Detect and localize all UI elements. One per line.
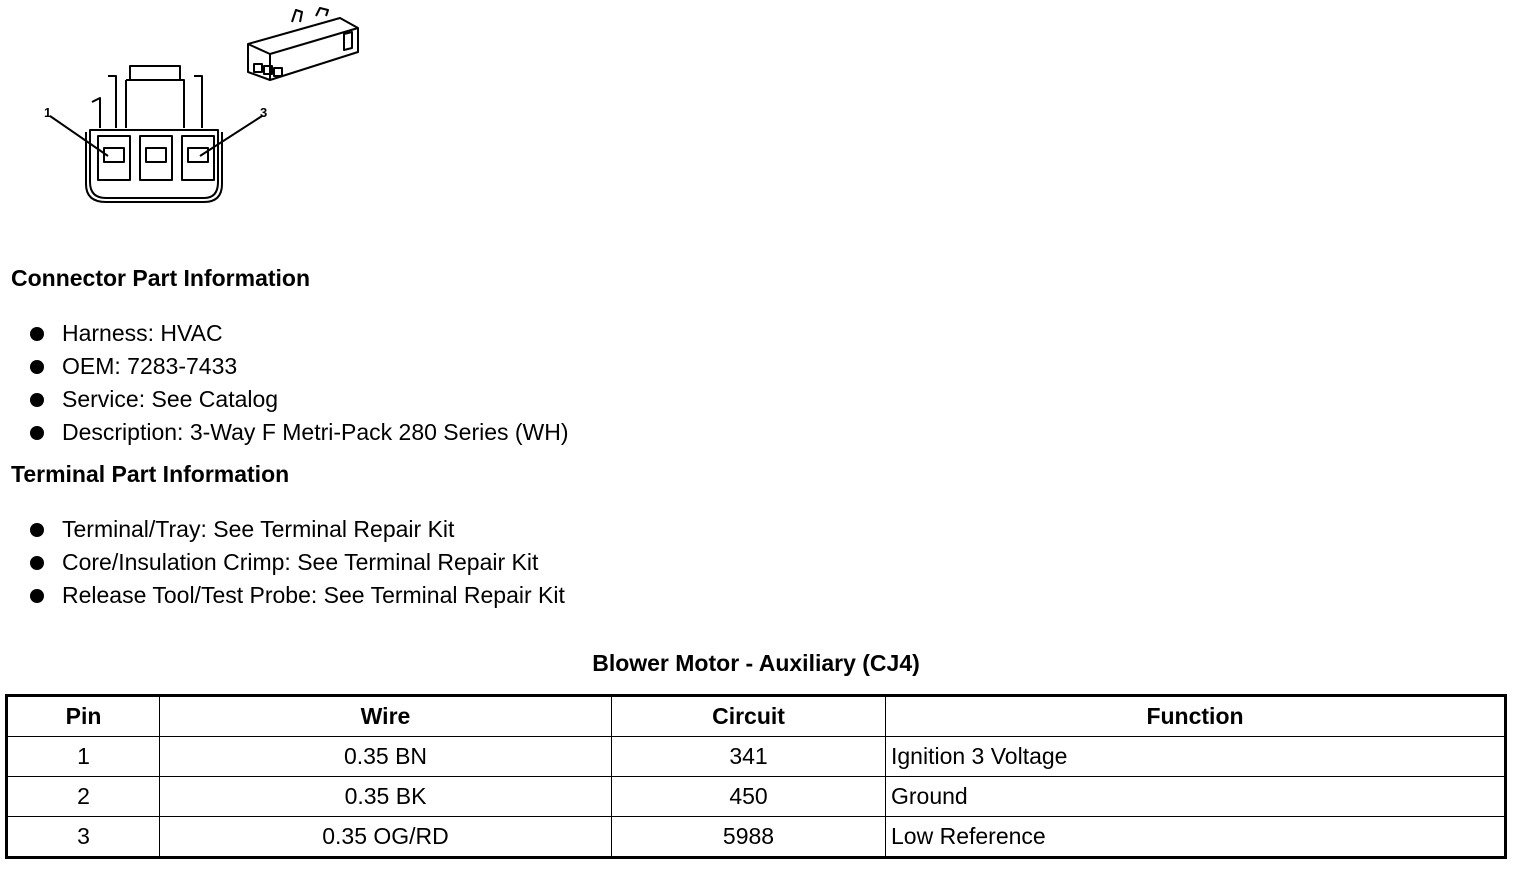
list-item [28,318,569,351]
table-row [7,777,1506,817]
column-header-wire: Wire [160,696,612,737]
cell-function: Low Reference [886,817,1506,858]
table-row [7,817,1506,858]
cell-circuit: 5988 [612,817,886,858]
terminal-info-heading: Terminal Part Information [11,461,290,487]
list-item-text: Terminal/Tray: See Terminal Repair Kit [62,516,455,542]
bullet-icon [30,556,44,570]
cell-wire: 0.35 BK [160,777,612,817]
connector-info-list [28,318,569,450]
pin-table-title: Blower Motor - Auxiliary (CJ4) [592,650,920,676]
list-item-text: Core/Insulation Crimp: See Terminal Repair Kit [62,549,539,575]
table-header-row [7,696,1506,737]
bullet-icon [30,589,44,603]
list-item [28,384,569,417]
pin-label-3: 3 [260,105,268,120]
cell-circuit: 450 [612,777,886,817]
list-item-text: Release Tool/Test Probe: See Terminal Repair Kit [62,582,565,608]
column-header-pin: Pin [7,696,160,737]
terminal-info-list [28,514,565,613]
list-item [28,351,569,384]
list-item-text: Harness: HVAC [62,320,223,346]
list-item-text: OEM: 7283-7433 [62,353,238,379]
list-item [28,580,565,613]
column-header-circuit: Circuit [612,696,886,737]
cell-wire: 0.35 OG/RD [160,817,612,858]
cell-wire: 0.35 BN [160,737,612,777]
connector-face-illustration [0,0,400,230]
column-header-function: Function [886,696,1506,737]
list-item [28,547,565,580]
list-item [28,514,565,547]
bullet-icon [30,327,44,341]
bullet-icon [30,426,44,440]
list-item-text: Service: See Catalog [62,386,279,412]
cell-function: Ignition 3 Voltage [886,737,1506,777]
cell-pin: 2 [7,777,160,817]
bullet-icon [30,360,44,374]
pin-table [5,694,1507,859]
bullet-icon [30,393,44,407]
bullet-icon [30,523,44,537]
cell-function: Ground [886,777,1506,817]
pin-label-1: 1 [44,105,52,120]
table-row [7,737,1506,777]
list-item [28,417,569,450]
connector-info-heading: Connector Part Information [11,265,311,291]
connector-diagram [0,0,400,230]
cell-pin: 3 [7,817,160,858]
cell-circuit: 341 [612,737,886,777]
cell-pin: 1 [7,737,160,777]
list-item-text: Description: 3-Way F Metri-Pack 280 Series (WH) [62,419,569,445]
